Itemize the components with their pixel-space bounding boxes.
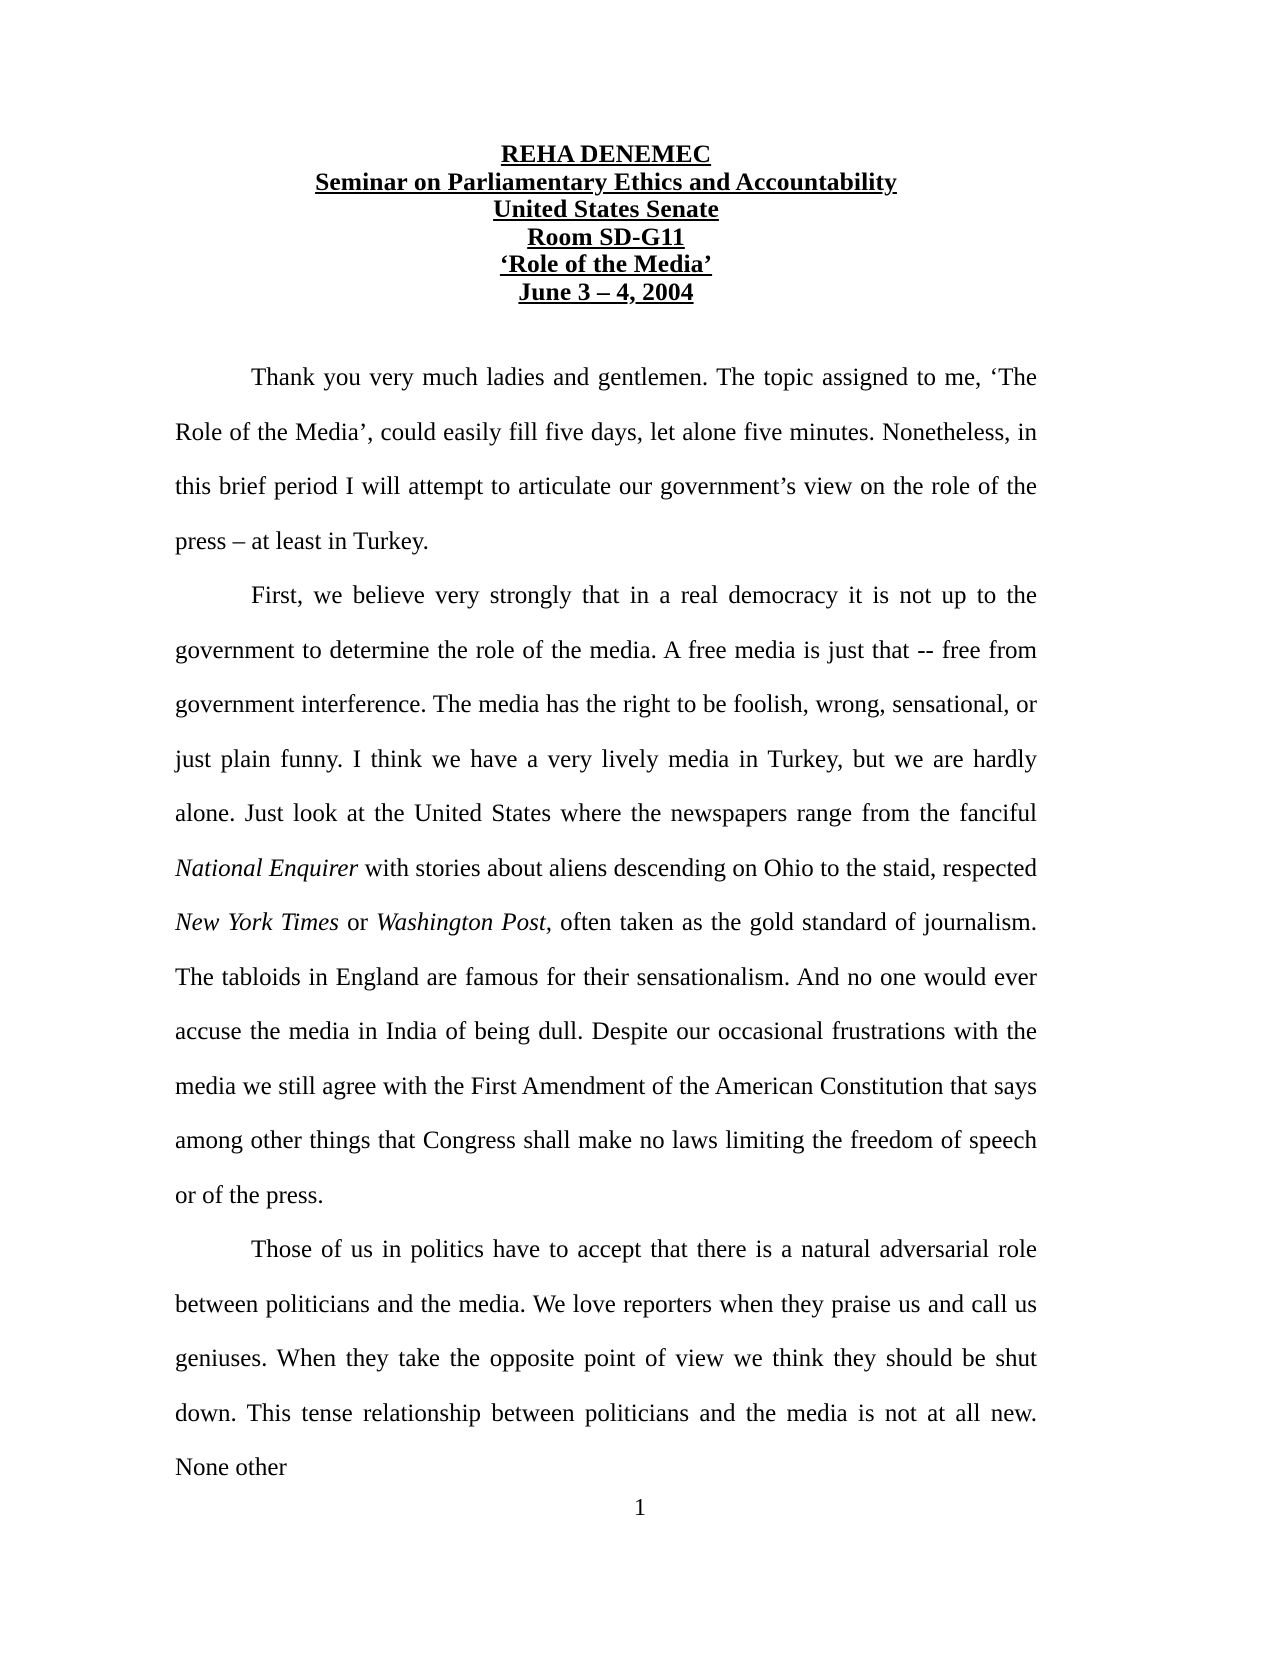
heading-line-text: United States Senate <box>493 194 719 223</box>
document-body <box>175 351 1037 1496</box>
italic-run: Washington Post, <box>376 909 553 936</box>
text-run: First, we believe very strongly that in a real democracy it is not up to the government to determine the role of the media. A free media is just that -- free from government interference. The media has the right to be foolish, wrong, sensational, or just plain funny. I think we have a very lively media in Turkey, but we are hardly alone. Just look at the United States where the newspapers range from the fanciful <box>175 582 1037 827</box>
heading-line-seminar-title <box>175 168 1037 196</box>
heading-line-text: REHA DENEMEC <box>500 139 712 168</box>
heading-line-topic <box>175 250 1037 278</box>
text-run: Those of us in politics have to accept that there is a natural adversarial role between politicians and the media. We love reporters when they praise us and call us geniuses. When they take the opposite point of view we think they should be shut down. This tense relationship between politicians and the media is not at all new. None other <box>175 1236 1037 1481</box>
text-run: or <box>338 909 377 936</box>
text-run: with stories about aliens descending on Ohio to the staid, respected <box>358 854 1038 882</box>
italic-run: New York Times <box>175 909 339 936</box>
page-content <box>175 140 1037 1496</box>
heading-line-date <box>175 278 1037 306</box>
heading-line-text: June 3 – 4, 2004 <box>518 276 694 306</box>
heading-line-speaker-name <box>175 140 1037 168</box>
paragraph-2 <box>175 569 1037 1223</box>
page-number: 1 <box>634 1495 646 1521</box>
paragraph-1 <box>175 351 1037 569</box>
heading-line-text: Room SD-G11 <box>527 221 685 251</box>
italic-run: National Enquirer <box>175 854 359 882</box>
paragraph-3 <box>175 1223 1037 1496</box>
document-heading <box>175 140 1037 305</box>
heading-line-text: ‘Role of the Media’ <box>499 249 713 278</box>
heading-line-text: Seminar on Parliamentary Ethics and Accountability <box>315 166 897 196</box>
heading-line-venue <box>175 195 1037 223</box>
text-run: Thank you very much ladies and gentlemen. The topic assigned to me, ‘The Role of the Media’, could easily fill five days, let alone five minutes. Nonetheless, in this brief period I will attempt to articulate our government’s view on the role of the press – at least in Turkey. <box>175 364 1037 555</box>
heading-line-room <box>175 223 1037 251</box>
text-run: often taken as the gold standard of journalism. The tabloids in England are famous for their sensationalism. And no one would ever accuse the media in India of being dull. Despite our occasional frustrations with the media we still agree with the First Amendment of the American Constitution that says among other things that Congress shall make no laws limiting the freedom of speech or of the press. <box>175 909 1037 1209</box>
